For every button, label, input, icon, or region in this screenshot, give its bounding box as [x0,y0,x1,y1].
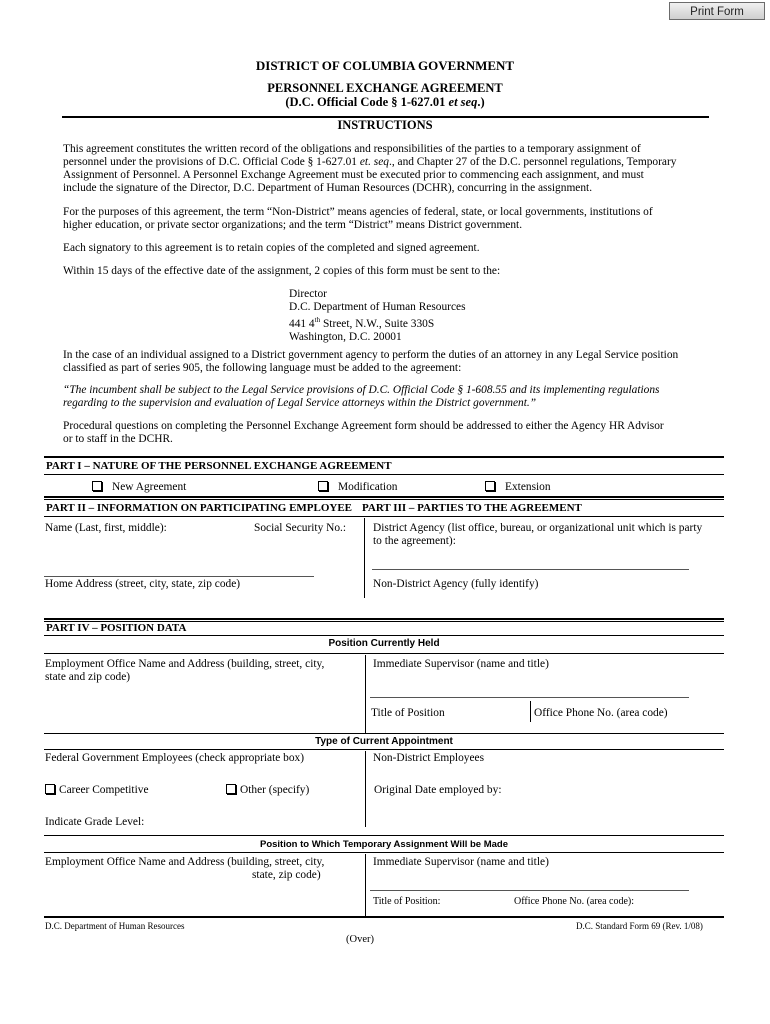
part4-heading: PART IV – POSITION DATA [46,622,187,634]
form-title: PERSONNEL EXCHANGE AGREEMENT [267,81,503,95]
office-phone-label: Office Phone No. (area code) [534,707,668,719]
employment-office-label [45,658,355,684]
appointment-type-heading: Type of Current Appointment [315,736,453,747]
instr-text: personnel under the provisions of D.C. Official Code § 1-627.01 [63,156,360,168]
instructions-paragraph-3: Each signatory to this agreement is to retain copies of the completed and signed agreement. [63,242,480,254]
page-title: DISTRICT OF COLUMBIA GOVERNMENT [255,58,515,73]
instr-line: “The incumbent shall be subject to the Legal Service provisions of D.C. Official Code § 1-608.55 and its implementing regulations [63,384,660,396]
checkbox-icon [226,784,236,794]
checkbox-label: Career Competitive [59,784,149,796]
career-competitive-checkbox[interactable] [45,784,149,797]
code-italic: et seq [448,95,478,109]
name-label: Name (Last, first, middle): [45,522,167,534]
instr-line: higher education, or private sector organizations; and the term “District” means District government. [63,219,523,231]
part3-heading: PART III – PARTIES TO THE AGREEMENT [362,502,582,514]
immediate-supervisor-2-label: Immediate Supervisor (name and title) [373,856,549,868]
ssn-label: Social Security No.: [254,522,347,534]
employment-office-2-label [45,856,365,882]
instructions-paragraph-1 [63,143,723,195]
grade-level-label: Indicate Grade Level: [45,816,145,828]
checkbox-icon [485,481,495,491]
label-line: state, zip code) [252,869,321,881]
office-phone-2-label: Office Phone No. (area code): [514,896,635,907]
checkbox-icon [45,784,55,794]
label-line: District Agency (list office, bureau, or organizational unit which is party [373,522,703,534]
instr-line: Procedural questions on completing the Personnel Exchange Agreement form should be addressed to either the Agency HR Advisor [63,420,664,432]
district-agency-label [373,522,733,548]
title-of-position-2-label: Title of Position: [373,896,441,907]
non-district-agency-label: Non-District Agency (fully identify) [373,578,539,590]
checkbox-icon [92,481,102,491]
address-sup: th [314,316,321,324]
footer-over: (Over) [346,934,374,945]
modification-checkbox[interactable] [318,481,397,494]
footer-department: D.C. Department of Human Resources [45,921,185,931]
new-agreement-checkbox[interactable] [92,481,186,494]
label-line: to the agreement): [373,535,456,547]
address-text: 441 4 [289,317,315,330]
code-prefix: (D.C. Official Code § 1-627.01 [285,95,449,109]
instr-line: classified as part of series 905, the following language must be added to the agreement: [63,362,462,374]
footer-form-number: D.C. Standard Form 69 (Rev. 1/08) [576,921,703,931]
non-district-employees-label: Non-District Employees [373,752,485,764]
checkbox-label: Other (specify) [240,784,310,796]
address-line: Director [289,288,327,300]
instructions-paragraph-2 [63,206,723,232]
original-date-label: Original Date employed by: [374,784,502,796]
instr-line: include the signature of the Director, D.C. Department of Human Resources (DCHR), concurring in the assignment. [63,182,593,194]
part1-heading: PART I – NATURE OF THE PERSONNEL EXCHANGE AGREEMENT [46,460,392,472]
label-line: Employment Office Name and Address (building, street, city, [45,658,325,670]
temp-position-heading: Position to Which Temporary Assignment Will be Made [260,839,508,850]
federal-employees-label: Federal Government Employees (check appropriate box) [45,752,305,764]
code-suffix: .) [477,95,485,109]
extension-checkbox[interactable] [485,481,551,494]
instr-line: regarding to the supervision and evaluation of Legal Service attorneys within the District government.” [63,397,537,409]
instr-line: This agreement constitutes the written record of the obligations and responsibilities of the parties to a temporary assignment of [63,143,641,155]
home-address-label: Home Address (street, city, state, zip code) [45,578,241,590]
instr-line: or to staff in the DCHR. [63,433,173,445]
print-form-button[interactable]: Print Form [669,2,765,20]
other-specify-checkbox[interactable] [226,784,309,797]
position-current-heading: Position Currently Held [328,638,440,649]
code-citation [0,95,770,110]
checkbox-label: Modification [338,481,398,493]
checkbox-icon [318,481,328,491]
instr-line: Assignment of Personnel. A Personnel Exchange Agreement must be executed prior to commencing each assignment, and must [63,169,644,181]
instr-text: ., and Chapter 27 of the D.C. personnel regulations, Temporary [388,156,677,168]
legal-service-language [63,384,723,410]
address-line: Washington, D.C. 20001 [289,330,402,343]
address-text: Street, N.W., Suite 330S [320,317,435,330]
checkbox-label: Extension [505,481,551,493]
address-line [289,314,466,331]
instructions-paragraph-4: Within 15 days of the effective date of the assignment, 2 copies of this form must be sent to the: [63,265,501,277]
label-line: Employment Office Name and Address (building, street, city, [45,856,325,868]
mailing-address [289,288,466,344]
instructions-heading: INSTRUCTIONS [337,118,433,132]
label-line: state and zip code) [45,671,131,683]
instructions-paragraph-5 [63,349,723,375]
instr-line: For the purposes of this agreement, the term “Non-District” means agencies of federal, state, or local governments, institutions of [63,206,653,218]
instructions-paragraph-7 [63,420,723,446]
instr-line: In the case of an individual assigned to a District government agency to perform the duties of an attorney in any Legal Service position [63,349,679,361]
address-line: D.C. Department of Human Resources [289,301,466,313]
instr-italic: et. seq [359,156,389,168]
part2-heading: PART II – INFORMATION ON PARTICIPATING EMPLOYEE [46,502,353,514]
immediate-supervisor-label: Immediate Supervisor (name and title) [373,658,549,670]
instr-line [63,156,723,169]
title-of-position-label: Title of Position [371,707,445,719]
checkbox-label: New Agreement [112,481,187,493]
